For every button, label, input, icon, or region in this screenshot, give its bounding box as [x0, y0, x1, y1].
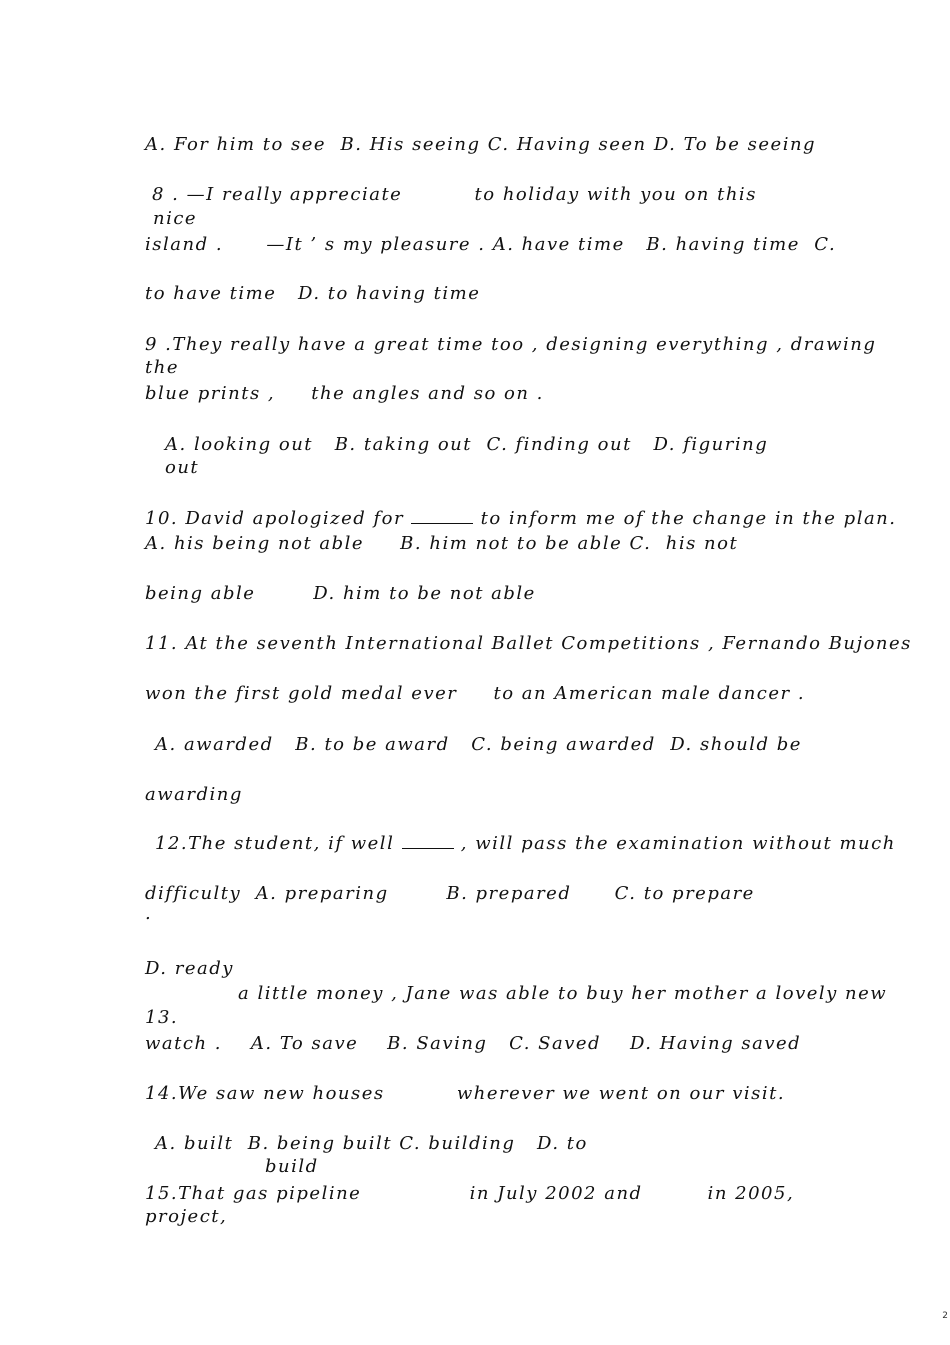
question-10-options: A. his being not able B. him not to be able C. his not	[145, 533, 739, 554]
question-10-line	[145, 508, 897, 530]
question-9-options-wrap: out	[165, 457, 200, 478]
question-14-options: A. built B. being built C. building D. to	[155, 1133, 588, 1154]
question-8-options-cont: to have time D. to having time	[145, 283, 481, 304]
question-14-line: 14.We saw new houses wherever we went on our visit.	[145, 1083, 786, 1104]
question-13-options: watch . A. To save B. Saving C. Saved D. Having saved	[145, 1033, 802, 1054]
question-12-text-b: , will pass the examination without much	[460, 833, 896, 854]
answer-blank	[402, 834, 454, 849]
question-9-line: 9 .They really have a great time too , designing everything , drawing	[145, 334, 877, 355]
question-12-options: difficulty A. preparing B. prepared C. to prepare	[145, 883, 755, 904]
question-10-text-b: to inform me of the change in the plan.	[480, 508, 897, 529]
question-10-options-cont: being able D. him to be not able	[145, 583, 536, 604]
question-11-options: A. awarded B. to be award C. being awarded D. should be	[155, 734, 802, 755]
question-13-line: a little money , Jane was able to buy her mother a lovely new	[238, 983, 888, 1004]
question-12-option-d: D. ready	[145, 958, 234, 979]
question-11-line: 11. At the seventh International Ballet Competitions , Fernando Bujones	[145, 633, 912, 654]
question-9-wrap: the	[145, 357, 179, 378]
question-14-options-wrap: build	[265, 1156, 319, 1177]
question-9-line-2: blue prints , the angles and so on .	[145, 383, 544, 404]
question-13-number: 13.	[145, 1007, 179, 1028]
question-8-wrap: nice	[153, 208, 198, 229]
question-15-wrap: project,	[145, 1206, 228, 1227]
question-15-line: 15.That gas pipeline in July 2002 and in 2005,	[145, 1183, 795, 1204]
question-8-options: island . —It ’ s my pleasure . A. have time B. having time C.	[145, 234, 837, 255]
question-11-line-2: won the first gold medal ever to an American male dancer .	[145, 683, 806, 704]
question-12-text-a: 12.The student, if well	[155, 833, 395, 854]
page-number: 2	[942, 1311, 948, 1321]
question-12-dot: .	[145, 903, 153, 924]
question-12-line	[155, 833, 896, 855]
question-8-line: 8 . —I really appreciate to holiday with you on this	[152, 184, 757, 205]
question-10-text-a: 10. David apologized for	[145, 508, 405, 529]
question-11-options-cont: awarding	[145, 784, 243, 805]
option-line-7: A. For him to see B. His seeing C. Having seen D. To be seeing	[145, 134, 817, 155]
question-9-options: A. looking out B. taking out C. finding out D. figuring	[165, 434, 769, 455]
answer-blank	[411, 509, 473, 524]
